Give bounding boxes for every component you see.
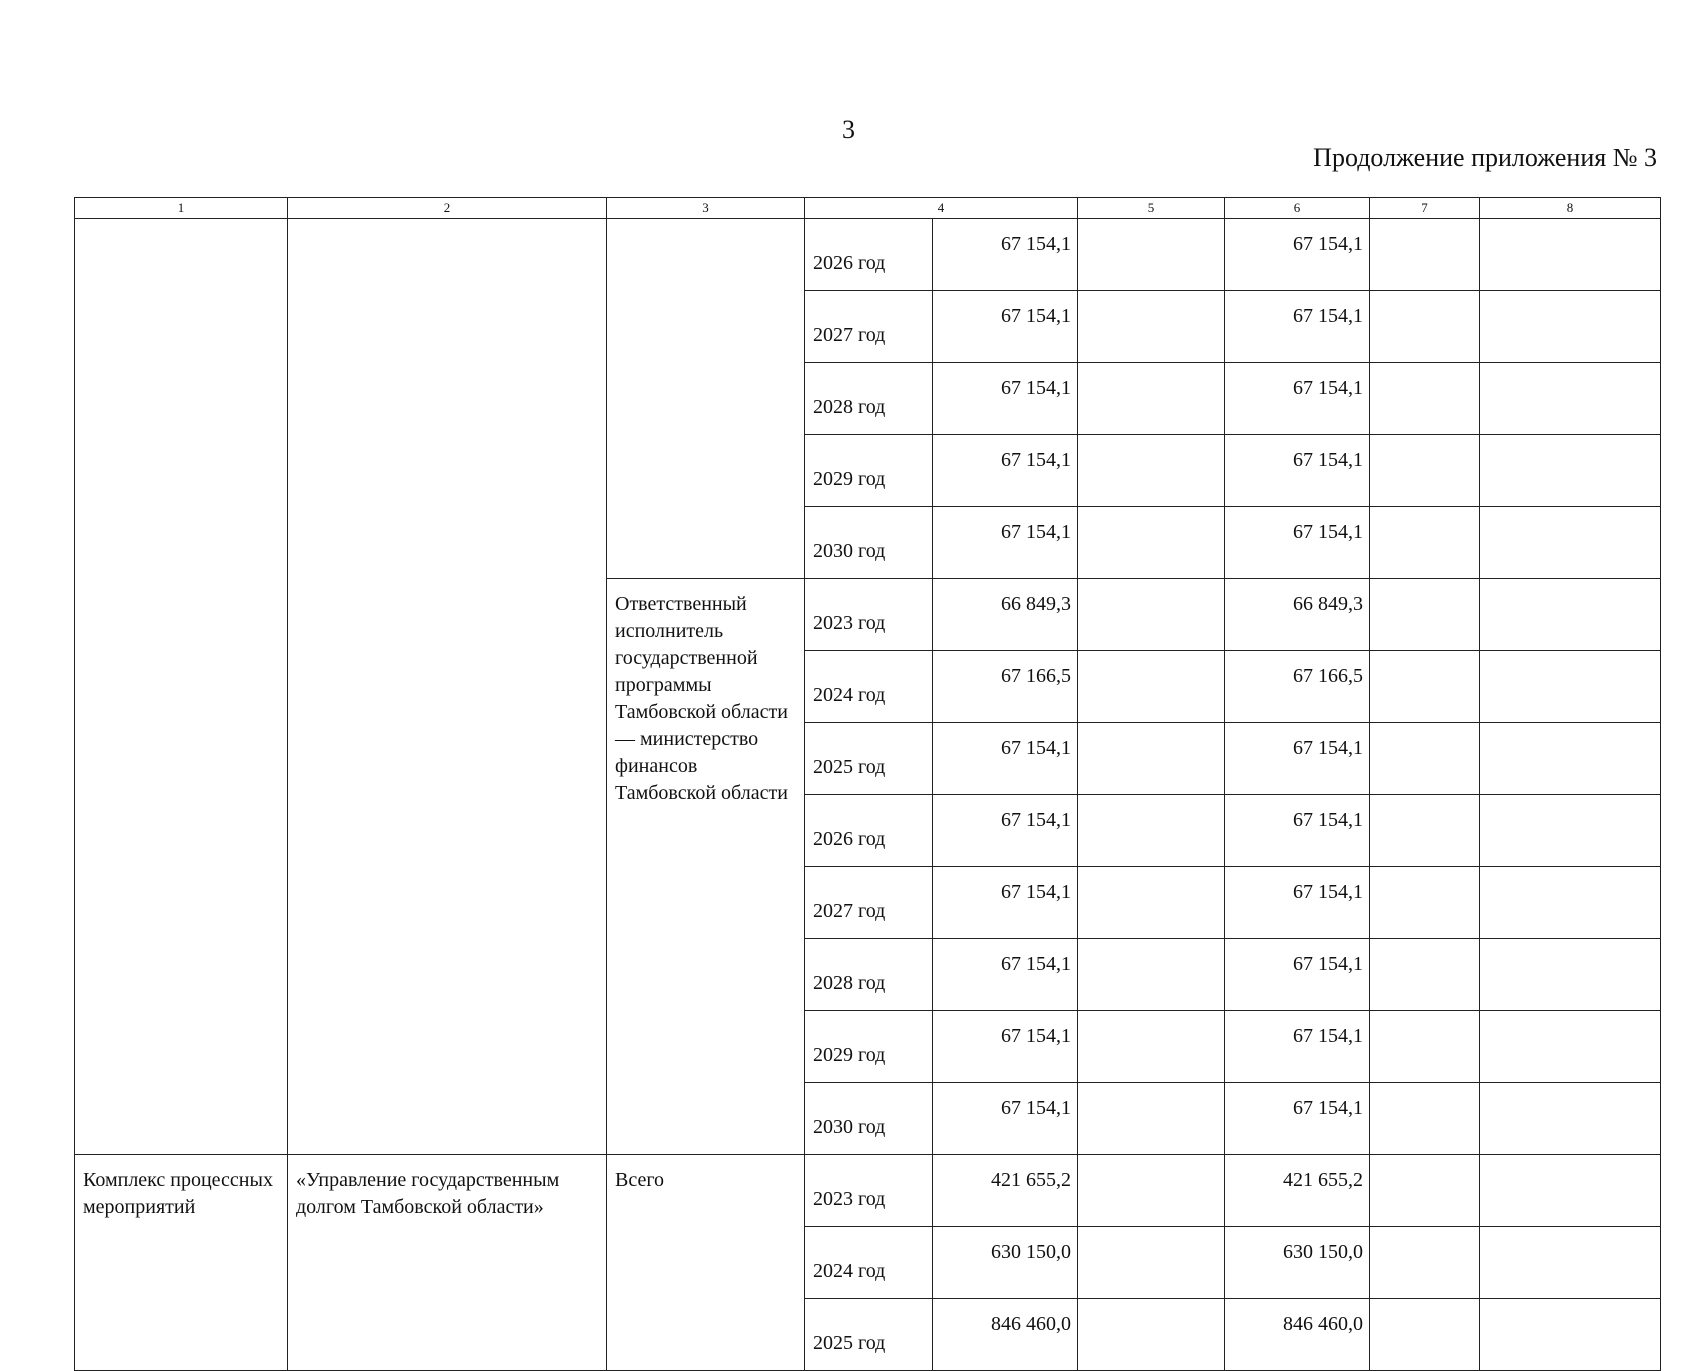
col8-cell bbox=[1480, 867, 1661, 939]
executor-cell: Всего bbox=[607, 1155, 805, 1371]
total-cell: 67 154,1 bbox=[933, 939, 1078, 1011]
col6-cell: 67 154,1 bbox=[1225, 1083, 1370, 1155]
col7-cell bbox=[1370, 435, 1480, 507]
year-cell: 2025 год bbox=[805, 723, 933, 795]
col8-cell bbox=[1480, 363, 1661, 435]
total-cell: 67 154,1 bbox=[933, 723, 1078, 795]
col8-cell bbox=[1480, 219, 1661, 291]
col5-cell bbox=[1078, 723, 1225, 795]
table-header-row bbox=[75, 198, 1661, 219]
col5-cell bbox=[1078, 939, 1225, 1011]
col7-cell bbox=[1370, 723, 1480, 795]
continued-cell-col2 bbox=[288, 219, 607, 1155]
col6-cell: 67 154,1 bbox=[1225, 795, 1370, 867]
col5-cell bbox=[1078, 435, 1225, 507]
year-cell: 2024 год bbox=[805, 651, 933, 723]
col6-cell: 67 154,1 bbox=[1225, 1011, 1370, 1083]
header-col-1: 1 bbox=[75, 198, 288, 219]
col7-cell bbox=[1370, 795, 1480, 867]
header-col-5: 5 bbox=[1078, 198, 1225, 219]
col8-cell bbox=[1480, 435, 1661, 507]
col8-cell bbox=[1480, 939, 1661, 1011]
col6-cell: 630 150,0 bbox=[1225, 1227, 1370, 1299]
page-number: 3 bbox=[842, 115, 855, 144]
continued-cell-col1 bbox=[75, 219, 288, 1155]
year-cell: 2024 год bbox=[805, 1227, 933, 1299]
col5-cell bbox=[1078, 507, 1225, 579]
col6-cell: 67 154,1 bbox=[1225, 291, 1370, 363]
total-cell: 67 154,1 bbox=[933, 291, 1078, 363]
total-cell: 67 154,1 bbox=[933, 507, 1078, 579]
col5-cell bbox=[1078, 219, 1225, 291]
col8-cell bbox=[1480, 291, 1661, 363]
total-cell: 421 655,2 bbox=[933, 1155, 1078, 1227]
header-col-6: 6 bbox=[1225, 198, 1370, 219]
activity-name-cell: «Управление государственным долгом Тамбовской области» bbox=[288, 1155, 607, 1371]
col5-cell bbox=[1078, 651, 1225, 723]
year-cell: 2025 год bbox=[805, 1299, 933, 1371]
table-row bbox=[75, 1155, 1661, 1227]
executor-cell: Ответственный исполнитель государственной программы Тамбовской области — министерство финансов Тамбовской области bbox=[607, 579, 805, 1155]
year-cell: 2029 год bbox=[805, 435, 933, 507]
col5-cell bbox=[1078, 1299, 1225, 1371]
header-col-2: 2 bbox=[288, 198, 607, 219]
total-cell: 67 154,1 bbox=[933, 363, 1078, 435]
col6-cell: 421 655,2 bbox=[1225, 1155, 1370, 1227]
year-cell: 2027 год bbox=[805, 291, 933, 363]
year-cell: 2030 год bbox=[805, 1083, 933, 1155]
year-cell: 2028 год bbox=[805, 939, 933, 1011]
total-cell: 67 154,1 bbox=[933, 219, 1078, 291]
year-cell: 2027 год bbox=[805, 867, 933, 939]
col5-cell bbox=[1078, 1155, 1225, 1227]
col8-cell bbox=[1480, 1299, 1661, 1371]
col8-cell bbox=[1480, 723, 1661, 795]
year-cell: 2030 год bbox=[805, 507, 933, 579]
total-cell: 67 154,1 bbox=[933, 1083, 1078, 1155]
year-cell: 2026 год bbox=[805, 795, 933, 867]
col5-cell bbox=[1078, 1227, 1225, 1299]
col6-cell: 67 154,1 bbox=[1225, 435, 1370, 507]
year-cell: 2029 год bbox=[805, 1011, 933, 1083]
col7-cell bbox=[1370, 1155, 1480, 1227]
col5-cell bbox=[1078, 795, 1225, 867]
col7-cell bbox=[1370, 1227, 1480, 1299]
col7-cell bbox=[1370, 579, 1480, 651]
total-cell: 630 150,0 bbox=[933, 1227, 1078, 1299]
total-cell: 67 154,1 bbox=[933, 1011, 1078, 1083]
col6-cell: 67 154,1 bbox=[1225, 363, 1370, 435]
header-col-4: 4 bbox=[805, 198, 1078, 219]
col7-cell bbox=[1370, 867, 1480, 939]
total-cell: 67 166,5 bbox=[933, 651, 1078, 723]
appendix-title: Продолжение приложения № 3 bbox=[1313, 143, 1657, 172]
col6-cell: 67 154,1 bbox=[1225, 867, 1370, 939]
header-col-8: 8 bbox=[1480, 198, 1661, 219]
col8-cell bbox=[1480, 507, 1661, 579]
table-row bbox=[75, 219, 1661, 291]
total-cell: 67 154,1 bbox=[933, 795, 1078, 867]
col5-cell bbox=[1078, 291, 1225, 363]
col7-cell bbox=[1370, 219, 1480, 291]
continued-cell-col3 bbox=[607, 219, 805, 579]
activity-type-cell: Комплекс процессных мероприятий bbox=[75, 1155, 288, 1371]
col5-cell bbox=[1078, 579, 1225, 651]
header-col-7: 7 bbox=[1370, 198, 1480, 219]
total-cell: 846 460,0 bbox=[933, 1299, 1078, 1371]
col6-cell: 66 849,3 bbox=[1225, 579, 1370, 651]
col6-cell: 846 460,0 bbox=[1225, 1299, 1370, 1371]
col7-cell bbox=[1370, 1299, 1480, 1371]
total-cell: 66 849,3 bbox=[933, 579, 1078, 651]
col6-cell: 67 154,1 bbox=[1225, 507, 1370, 579]
year-cell: 2028 год bbox=[805, 363, 933, 435]
year-cell: 2023 год bbox=[805, 1155, 933, 1227]
budget-table bbox=[74, 197, 1661, 1371]
year-cell: 2023 год bbox=[805, 579, 933, 651]
col6-cell: 67 154,1 bbox=[1225, 939, 1370, 1011]
col7-cell bbox=[1370, 939, 1480, 1011]
col7-cell bbox=[1370, 1011, 1480, 1083]
col8-cell bbox=[1480, 795, 1661, 867]
col6-cell: 67 154,1 bbox=[1225, 219, 1370, 291]
col5-cell bbox=[1078, 363, 1225, 435]
col5-cell bbox=[1078, 1011, 1225, 1083]
col6-cell: 67 166,5 bbox=[1225, 651, 1370, 723]
col7-cell bbox=[1370, 363, 1480, 435]
col8-cell bbox=[1480, 579, 1661, 651]
col8-cell bbox=[1480, 651, 1661, 723]
total-cell: 67 154,1 bbox=[933, 867, 1078, 939]
col7-cell bbox=[1370, 507, 1480, 579]
col6-cell: 67 154,1 bbox=[1225, 723, 1370, 795]
col7-cell bbox=[1370, 1083, 1480, 1155]
col8-cell bbox=[1480, 1083, 1661, 1155]
col8-cell bbox=[1480, 1155, 1661, 1227]
col5-cell bbox=[1078, 1083, 1225, 1155]
col7-cell bbox=[1370, 651, 1480, 723]
col8-cell bbox=[1480, 1227, 1661, 1299]
header-col-3: 3 bbox=[607, 198, 805, 219]
col7-cell bbox=[1370, 291, 1480, 363]
col8-cell bbox=[1480, 1011, 1661, 1083]
col5-cell bbox=[1078, 867, 1225, 939]
year-cell: 2026 год bbox=[805, 219, 933, 291]
total-cell: 67 154,1 bbox=[933, 435, 1078, 507]
